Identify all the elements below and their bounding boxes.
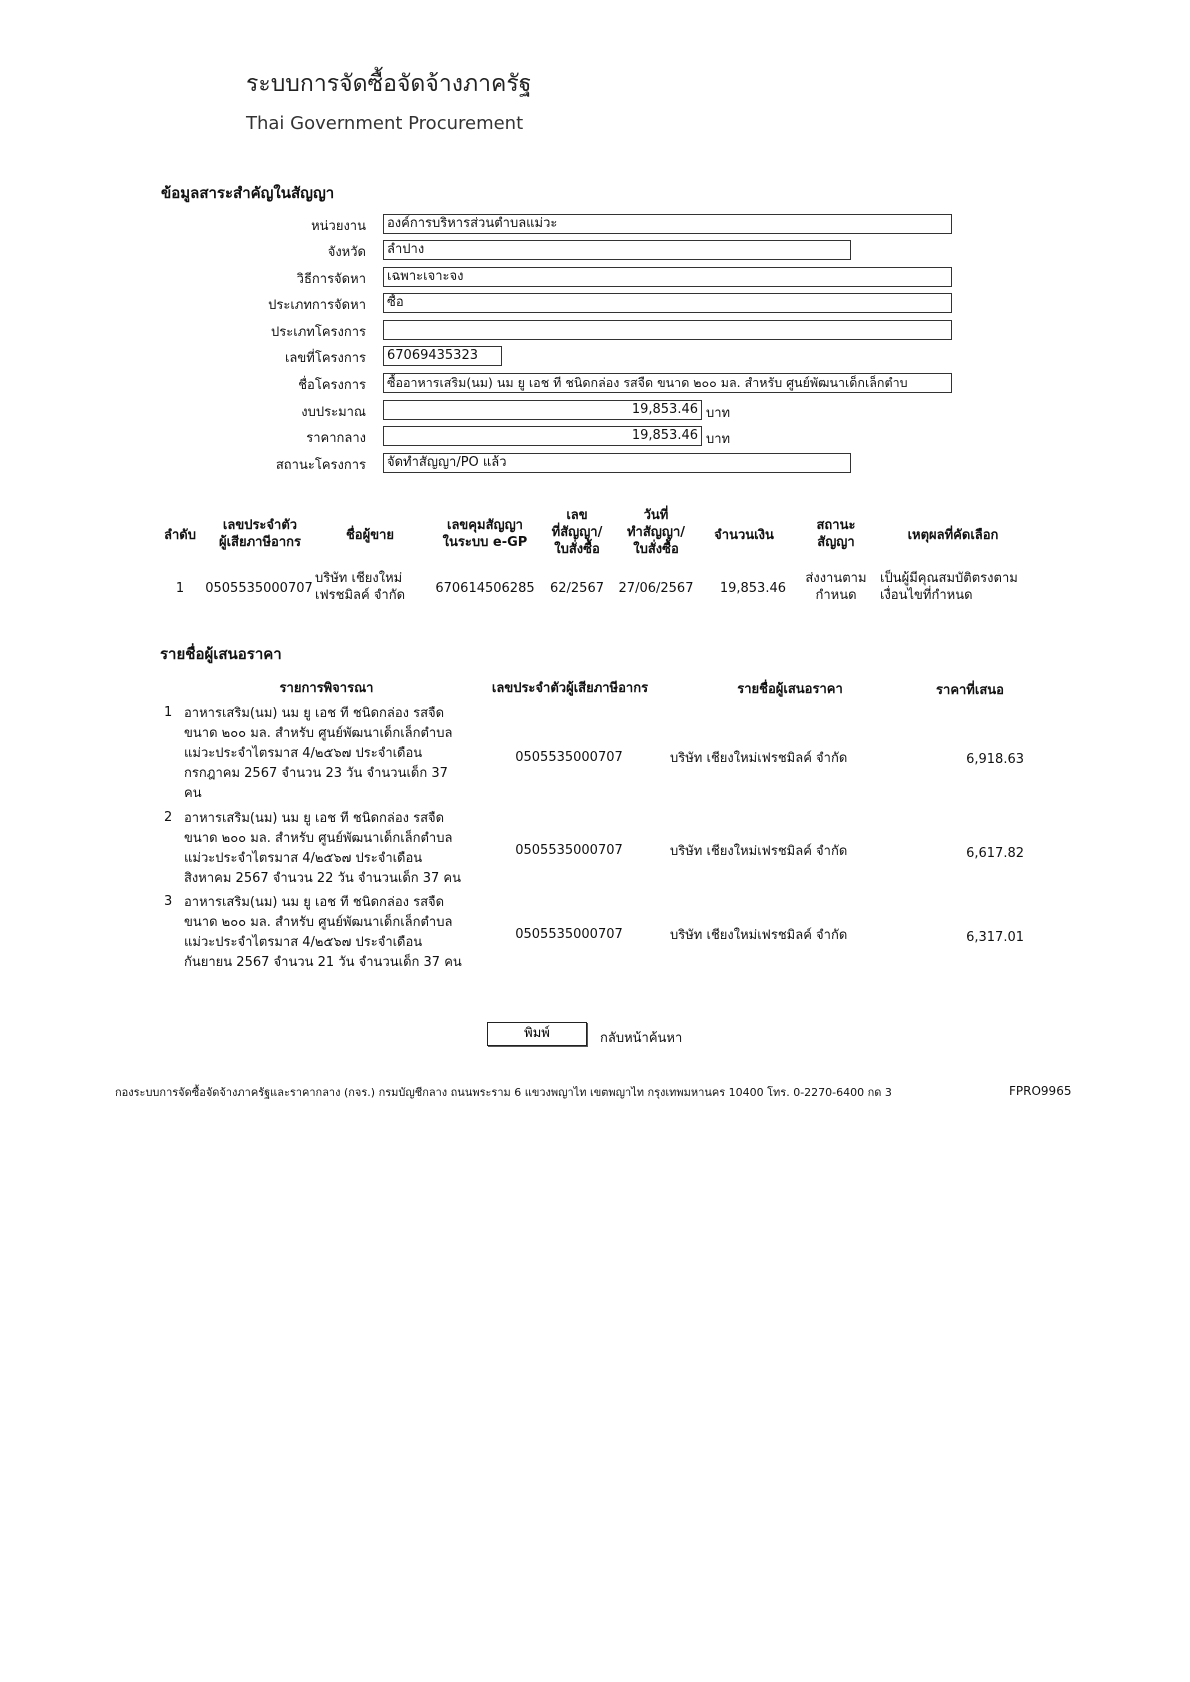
budget-label: งบประมาณ xyxy=(301,405,366,420)
contract-tax-id-cell: 0505535000707 xyxy=(205,581,313,596)
bid-bidder-name: บริษัท เชียงใหม่เฟรชมิลค์ จำกัด xyxy=(670,751,848,766)
project-name-field: ซื้ออาหารเสริม(นม) นม ยู เอช ที ชนิดกล่อง รสจืด ขนาด ๒๐๐ มล. สำหรับ ศูนย์พัฒนาเด็กเล็กตำบ xyxy=(383,373,952,393)
bid-bidder-name: บริษัท เชียงใหม่เฟรชมิลค์ จำกัด xyxy=(670,928,848,943)
project-no-field: 67069435323 xyxy=(383,346,502,366)
bid-item-description: อาหารเสริม(นม) นม ยู เอช ที ชนิดกล่อง รสจืด ขนาด ๒๐๐ มล. สำหรับ ศูนย์พัฒนาเด็กเล็กตำบล แม่วะประจำไตรมาส 4/๒๕๖๗ ประจำเดือน สิงหาคม 2567 จำนวน 22 วัน จำนวนเด็ก 37 คน xyxy=(184,811,462,886)
project-no-label: เลขที่โครงการ xyxy=(284,351,366,366)
bid-tax-id: 0505535000707 xyxy=(515,927,623,942)
site-title-english: Thai Government Procurement xyxy=(246,113,524,134)
col-header-price: ราคาที่เสนอ xyxy=(936,683,1004,698)
form-code: FPRO9965 xyxy=(1009,1084,1072,1098)
contract-amount-cell: 19,853.46 xyxy=(719,581,786,596)
method-label: วิธีการจัดหา xyxy=(296,272,366,287)
bid-item-description: อาหารเสริม(นม) นม ยู เอช ที ชนิดกล่อง รสจืด ขนาด ๒๐๐ มล. สำหรับ ศูนย์พัฒนาเด็กเล็กตำบล แม่วะประจำไตรมาส 4/๒๕๖๗ ประจำเดือน กรกฎาคม 2567 จำนวน 23 วัน จำนวนเด็ก 37 คน xyxy=(184,706,453,801)
col-header-bidder: รายชื่อผู้เสนอราคา xyxy=(737,682,843,697)
col-header-bidder-tax-id: เลขประจำตัวผู้เสียภาษีอากร xyxy=(491,681,649,696)
project-type-label: ประเภทโครงการ xyxy=(271,325,366,340)
contract-reason-cell: เป็นผู้มีคุณสมบัติตรงตาม เงื่อนไขที่กำหนด xyxy=(880,571,1018,603)
bid-price: 6,918.63 xyxy=(966,752,1024,767)
status-field: จัดทำสัญญา/PO แล้ว xyxy=(383,453,851,473)
project-type-field xyxy=(383,320,952,340)
col-header-egp-no: เลขคุมสัญญา ในระบบ e-GP xyxy=(442,518,528,550)
contract-status-cell: ส่งงานตาม กำหนด xyxy=(805,571,867,603)
province-field: ลำปาง xyxy=(383,240,851,260)
median-price-field: 19,853.46 xyxy=(383,426,702,446)
col-header-vendor: ชื่อผู้ขาย xyxy=(345,528,395,543)
median-price-label: ราคากลาง xyxy=(306,431,366,446)
summary-heading: ข้อมูลสาระสำคัญในสัญญา xyxy=(161,184,335,202)
bid-row-number: 2 xyxy=(164,810,173,825)
bid-price: 6,617.82 xyxy=(966,846,1024,861)
bidders-heading: รายชื่อผู้เสนอราคา xyxy=(160,645,282,663)
col-header-status: สถานะ สัญญา xyxy=(816,518,856,550)
bid-row-number: 1 xyxy=(164,705,173,720)
col-header-item: รายการพิจารณา xyxy=(279,681,374,696)
province-label: จังหวัด xyxy=(327,245,366,260)
col-header-contract-date: วันที่ ทำสัญญา/ ใบสั่งซื้อ xyxy=(626,508,685,557)
budget-field: 19,853.46 xyxy=(383,400,702,420)
agency-label: หน่วยงาน xyxy=(311,219,366,234)
procurement-type-label: ประเภทการจัดหา xyxy=(268,298,366,313)
col-header-reason: เหตุผลที่คัดเลือก xyxy=(907,528,999,543)
bid-row-number: 3 xyxy=(164,894,173,909)
procurement-type-field: ซื้อ xyxy=(383,293,952,313)
contract-date-cell: 27/06/2567 xyxy=(618,581,694,596)
method-field: เฉพาะเจาะจง xyxy=(383,267,952,287)
bid-tax-id: 0505535000707 xyxy=(515,843,623,858)
print-button[interactable]: พิมพ์ xyxy=(487,1022,587,1046)
agency-field: องค์การบริหารส่วนตำบลแม่วะ xyxy=(383,214,952,234)
contract-number-cell: 62/2567 xyxy=(549,581,604,596)
budget-unit: บาท xyxy=(706,406,731,421)
col-header-contract-no: เลข ที่สัญญา/ ใบสั่งซื้อ xyxy=(551,508,603,557)
median-price-unit: บาท xyxy=(706,432,731,447)
bid-price: 6,317.01 xyxy=(966,930,1024,945)
back-to-search-link[interactable]: กลับหน้าค้นหา xyxy=(600,1031,683,1046)
bid-bidder-name: บริษัท เชียงใหม่เฟรชมิลค์ จำกัด xyxy=(670,844,848,859)
col-header-tax-id: เลขประจำตัว ผู้เสียภาษีอากร xyxy=(218,518,301,550)
footer-address: กองระบบการจัดซื้อจัดจ้างภาครัฐและราคากลาง (กจร.) กรมบัญชีกลาง ถนนพระราม 6 แขวงพญาไท เขตพญาไท กรุงเทพมหานคร 10400 โทร. 0-2270-6400 กด 3 xyxy=(115,1086,892,1099)
status-label: สถานะโครงการ xyxy=(275,458,366,473)
site-title-thai: ระบบการจัดซื้อจัดจ้างภาครัฐ xyxy=(246,71,532,97)
project-name-label: ชื่อโครงการ xyxy=(298,378,366,393)
contract-no-cell: 1 xyxy=(175,581,185,596)
col-header-no: ลำดับ xyxy=(164,528,196,543)
bid-item-description: อาหารเสริม(นม) นม ยู เอช ที ชนิดกล่อง รสจืด ขนาด ๒๐๐ มล. สำหรับ ศูนย์พัฒนาเด็กเล็กตำบล แม่วะประจำไตรมาส 4/๒๕๖๗ ประจำเดือน กันยายน 2567 จำนวน 21 วัน จำนวนเด็ก 37 คน xyxy=(184,895,462,970)
bid-tax-id: 0505535000707 xyxy=(515,750,623,765)
col-header-amount: จำนวนเงิน xyxy=(714,528,774,543)
contract-vendor-cell: บริษัท เชียงใหม่ เฟรชมิลค์ จำกัด xyxy=(315,571,406,603)
contract-egp-no-cell: 670614506285 xyxy=(435,581,535,596)
